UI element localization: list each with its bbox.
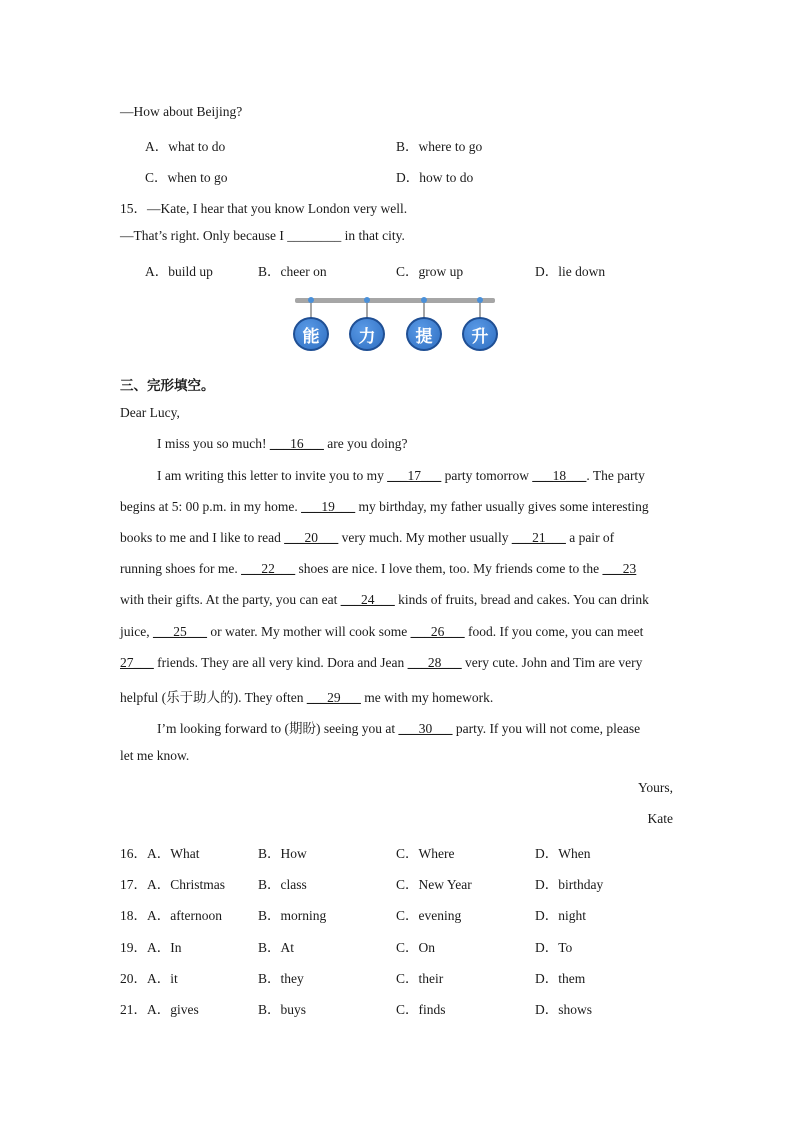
blank-24: ___24___ xyxy=(340,592,395,607)
text: very cute. John and Tim are very xyxy=(461,655,643,670)
blank-22: ___22___ xyxy=(241,561,296,576)
q14-option-b: B．where to go xyxy=(396,139,483,154)
banner-dot xyxy=(364,297,370,303)
text: very much. My mother usually xyxy=(338,530,512,545)
q15-blank: ________ xyxy=(287,228,342,243)
q17-option-a: 17．A．Christmas xyxy=(120,877,226,892)
letter-closing: Yours, xyxy=(637,780,673,795)
q20-option-b: B．they xyxy=(258,971,304,986)
blank-26: ___26___ xyxy=(410,624,465,639)
letter-line xyxy=(120,592,649,608)
q18-option-b: B．morning xyxy=(258,908,327,923)
q16-option-d: D．When xyxy=(535,846,591,861)
q17-option-d: D．birthday xyxy=(535,877,604,892)
text: or water. My mother will cook some xyxy=(207,624,411,639)
blank-23: ___23 xyxy=(602,561,637,576)
text: with their gifts. At the party, you can eat xyxy=(120,592,341,607)
q15-option-c: C．grow up xyxy=(396,264,464,279)
q15-option-d: D．lie down xyxy=(535,264,606,279)
q21-option-b: B．buys xyxy=(258,1002,307,1017)
blank-28: ___28___ xyxy=(407,655,462,670)
q17-option-b: B．class xyxy=(258,877,307,892)
text: I miss you so much! xyxy=(157,436,270,451)
q18-option-d: D．night xyxy=(535,908,587,923)
blank-20: ___20___ xyxy=(284,530,339,545)
q18-option-c: C．evening xyxy=(396,908,462,923)
text: I am writing this letter to invite you to my xyxy=(157,468,388,483)
section-heading: 三、完形填空。 xyxy=(120,378,215,394)
text: juice, xyxy=(120,624,153,639)
letter-salutation: Dear Lucy, xyxy=(120,405,180,420)
q16-option-b: B．How xyxy=(258,846,307,861)
q21-option-a: 21．A．gives xyxy=(120,1002,199,1017)
letter-line xyxy=(157,436,407,452)
q15-reply xyxy=(120,228,405,244)
text: are you doing? xyxy=(323,436,408,451)
q21-option-d: D．shows xyxy=(535,1002,593,1017)
text: books to me and I like to read xyxy=(120,530,285,545)
text: . The party xyxy=(586,468,645,483)
q15-stem: 15．—Kate, I hear that you know London very well. xyxy=(120,201,408,216)
blank-30: ___30___ xyxy=(398,721,453,736)
blank-16: ___16___ xyxy=(269,436,324,451)
q18-option-a: 18．A．afternoon xyxy=(120,908,222,923)
text: kinds of fruits, bread and cakes. You can drink xyxy=(394,592,649,607)
banner-badge-1: 能 xyxy=(293,317,329,351)
blank-19: ___19___ xyxy=(301,499,356,514)
q15-option-b: B．cheer on xyxy=(258,264,327,279)
text: my birthday, my father usually gives some interesting xyxy=(355,499,649,514)
blank-29: ___29___ xyxy=(306,690,361,705)
banner-bar xyxy=(295,298,495,303)
text: I’m looking forward to (期盼) seeing you at xyxy=(157,721,399,736)
q19-option-d: D．To xyxy=(535,940,573,955)
text: food. If you come, you can meet xyxy=(464,624,644,639)
q20-option-a: 20．A．it xyxy=(120,971,178,986)
text: helpful (乐于助人的). They often xyxy=(120,690,307,705)
text: begins at 5: 00 p.m. in my home. xyxy=(120,499,302,514)
letter-line xyxy=(120,655,642,671)
banner-badge-4: 升 xyxy=(462,317,498,351)
q17-option-c: C．New Year xyxy=(396,877,472,892)
letter-line xyxy=(157,717,640,737)
text: friends. They are all very kind. Dora and Jean xyxy=(153,655,408,670)
letter-signature: Kate xyxy=(647,811,673,826)
letter-line xyxy=(120,561,636,577)
blank-21: ___21___ xyxy=(511,530,566,545)
q21-option-c: C．finds xyxy=(396,1002,446,1017)
blank-18: ___18___ xyxy=(532,468,587,483)
banner-badge-3: 提 xyxy=(406,317,442,351)
letter-line xyxy=(120,499,649,515)
q16-option-a: 16．A．What xyxy=(120,846,200,861)
letter-line xyxy=(120,686,493,706)
q14-option-a: A．what to do xyxy=(145,139,226,154)
banner-badge-2: 力 xyxy=(349,317,385,351)
banner-dot xyxy=(477,297,483,303)
q19-option-a: 19．A．In xyxy=(120,940,182,955)
letter-line xyxy=(120,624,643,640)
blank-17: ___17___ xyxy=(387,468,442,483)
banner-dot xyxy=(421,297,427,303)
q15-option-a: A．build up xyxy=(145,264,213,279)
blank-25: ___25___ xyxy=(153,624,207,639)
q14-option-d: D．how to do xyxy=(396,170,474,185)
q15-reply-after: in that city. xyxy=(341,228,405,243)
q20-option-c: C．their xyxy=(396,971,444,986)
text: party. If you will not come, please xyxy=(452,721,641,736)
text: a pair of xyxy=(565,530,615,545)
blank-27: 27___ xyxy=(120,655,154,670)
q15-reply-before: —That’s right. Only because I xyxy=(120,228,288,243)
letter-line xyxy=(157,468,645,484)
text: running shoes for me. xyxy=(120,561,242,576)
banner-dot xyxy=(308,297,314,303)
text: shoes are nice. I love them, too. My friends come to the xyxy=(295,561,603,576)
text: me with my homework. xyxy=(360,690,494,705)
q14-option-c: C．when to go xyxy=(145,170,228,185)
q14-answer-line: —How about Beijing? xyxy=(120,104,243,119)
q19-option-c: C．On xyxy=(396,940,436,955)
letter-line xyxy=(120,530,614,546)
text: party tomorrow xyxy=(441,468,533,483)
letter-line: let me know. xyxy=(120,748,190,763)
q16-option-c: C．Where xyxy=(396,846,455,861)
q19-option-b: B．At xyxy=(258,940,295,955)
q20-option-d: D．them xyxy=(535,971,586,986)
